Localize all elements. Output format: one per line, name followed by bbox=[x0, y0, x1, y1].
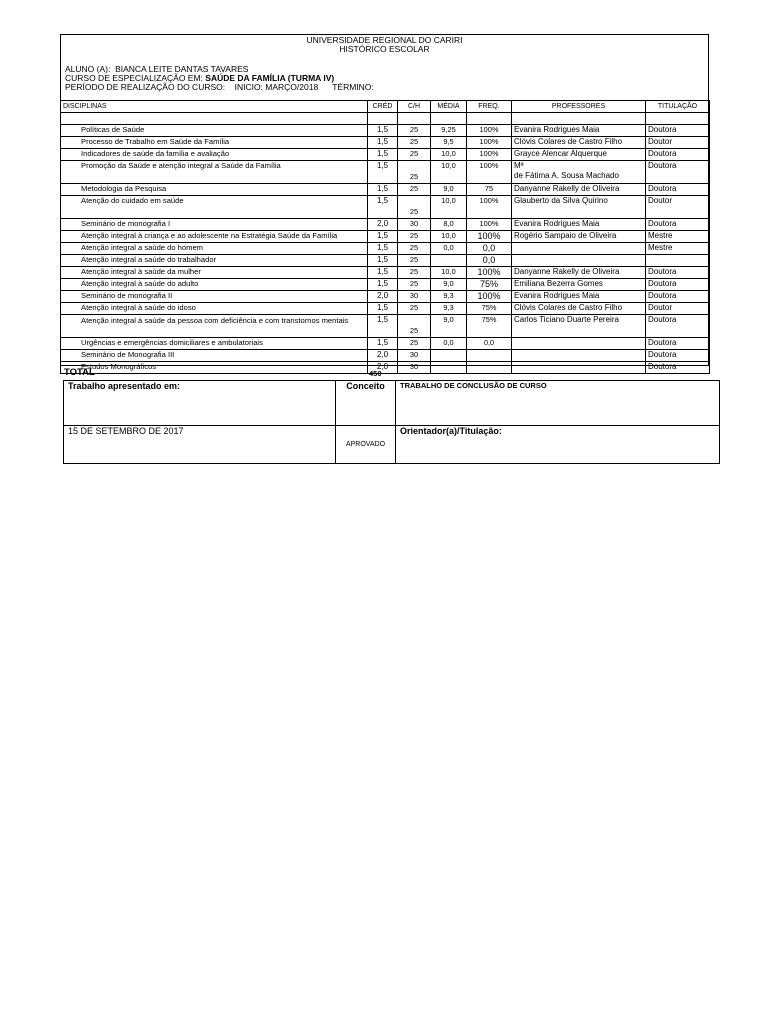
total-label: TOTAL bbox=[64, 367, 95, 378]
credits: 1,5 bbox=[368, 149, 398, 161]
discipline-name: Atenção integral à saúde da pessoa com deficiência e com transtornos mentais bbox=[61, 315, 368, 338]
title: Doutor bbox=[646, 303, 710, 315]
discipline-name: Estudos Monográficos bbox=[61, 362, 368, 374]
title: Doutora bbox=[646, 362, 710, 374]
period-start: INICIO: MARÇO/2018 bbox=[234, 82, 319, 92]
discipline-name: Atenção integral à criança e ao adolescente na Estratégia Saúde da Família bbox=[61, 231, 368, 243]
conclusion-row-top bbox=[64, 381, 720, 426]
workload: 25 bbox=[398, 184, 431, 196]
professor: Emiliana Bezerra Gomes bbox=[512, 279, 646, 291]
frequency: 75% bbox=[467, 279, 512, 291]
table-row bbox=[61, 196, 710, 219]
frequency: 100% bbox=[467, 291, 512, 303]
status-value: APROVADO bbox=[336, 426, 396, 464]
frequency: 75% bbox=[467, 303, 512, 315]
frequency: 100% bbox=[467, 137, 512, 149]
professor: Glauberto da Silva Quirino bbox=[512, 196, 646, 219]
credits: 1,5 bbox=[368, 315, 398, 338]
university-name: UNIVERSIDADE REGIONAL DO CARIRI bbox=[306, 35, 463, 45]
table-row bbox=[61, 125, 710, 137]
grade: 10,0 bbox=[431, 161, 467, 184]
table-row bbox=[61, 184, 710, 196]
frequency: 100% bbox=[467, 219, 512, 231]
title: Doutora bbox=[646, 291, 710, 303]
frequency: 100% bbox=[467, 149, 512, 161]
total-value: 450 bbox=[369, 369, 382, 378]
title: Mestre bbox=[646, 243, 710, 255]
title: Doutor bbox=[646, 196, 710, 219]
conclusion-row-bottom bbox=[64, 426, 720, 464]
title: Mestre bbox=[646, 231, 710, 243]
professor bbox=[512, 350, 646, 362]
frequency: 0,0 bbox=[467, 243, 512, 255]
discipline-name: Promoção da Saúde e atenção integral a Saúde da Família bbox=[61, 161, 368, 184]
credits: 1,5 bbox=[368, 267, 398, 279]
col-header-disciplinas: DISCIPLINAS bbox=[61, 101, 368, 113]
course-label: CURSO DE ESPECIALIZAÇÃO EM: bbox=[65, 73, 203, 83]
discipline-name: Processo de Trabalho em Saúde da Família bbox=[61, 137, 368, 149]
grade: 9,25 bbox=[431, 125, 467, 137]
table-row bbox=[61, 219, 710, 231]
frequency: 100% bbox=[467, 231, 512, 243]
professor bbox=[512, 255, 646, 267]
professor: Grayce Alencar Alquerque bbox=[512, 149, 646, 161]
credits: 2,0 bbox=[368, 350, 398, 362]
grade bbox=[431, 255, 467, 267]
credits: 1,5 bbox=[368, 231, 398, 243]
discipline-name: Metodologia da Pesquisa bbox=[61, 184, 368, 196]
title: Doutora bbox=[646, 149, 710, 161]
workload: 25 bbox=[398, 243, 431, 255]
presentation-date: 15 DE SETEMBRO DE 2017 bbox=[64, 426, 336, 464]
discipline-name: Atenção integral à saúde do idoso bbox=[61, 303, 368, 315]
professor: Clóvis Colares de Castro Filho bbox=[512, 137, 646, 149]
professor: Danyanne Rakelly de Oliveira bbox=[512, 184, 646, 196]
credits: 1,5 bbox=[368, 255, 398, 267]
frequency: 75 bbox=[467, 184, 512, 196]
conclusion-table bbox=[63, 380, 720, 464]
frequency: 100% bbox=[467, 161, 512, 184]
presented-label: Trabalho apresentado em: bbox=[64, 381, 336, 426]
professor: Evanira Rodrigues Maia bbox=[512, 219, 646, 231]
grade: 10,0 bbox=[431, 231, 467, 243]
workload: 25 bbox=[398, 338, 431, 350]
workload: 25 bbox=[398, 303, 431, 315]
workload: 25 bbox=[398, 279, 431, 291]
discipline-name: Seminário de monografia II bbox=[61, 291, 368, 303]
title: Doutora bbox=[646, 279, 710, 291]
title bbox=[646, 255, 710, 267]
frequency: 100% bbox=[467, 125, 512, 137]
frequency bbox=[467, 350, 512, 362]
frequency: 75% bbox=[467, 315, 512, 338]
col-header-media: MÉDIA bbox=[431, 101, 467, 113]
grade: 9,0 bbox=[431, 184, 467, 196]
table-row bbox=[61, 161, 710, 184]
col-header-freq: FREQ. bbox=[467, 101, 512, 113]
professor: Rogério Sampaio de Oliveira bbox=[512, 231, 646, 243]
credits: 1,5 bbox=[368, 303, 398, 315]
student-name: BIANCA LEITE DANTAS TAVARES bbox=[115, 64, 249, 74]
discipline-name: Atenção integral à saúde da mulher bbox=[61, 267, 368, 279]
title: Doutora bbox=[646, 338, 710, 350]
workload: 25 bbox=[398, 125, 431, 137]
table-row bbox=[61, 149, 710, 161]
discipline-name: Atenção integral a saúde do trabalhador bbox=[61, 255, 368, 267]
workload: 30 bbox=[398, 362, 431, 374]
credits: 1,5 bbox=[368, 243, 398, 255]
professor: Evanira Rodrigues Maia bbox=[512, 291, 646, 303]
table-row bbox=[61, 315, 710, 338]
credits: 1,5 bbox=[368, 279, 398, 291]
grade: 9,3 bbox=[431, 291, 467, 303]
title: Doutora bbox=[646, 315, 710, 338]
document-title: HISTÓRICO ESCOLAR bbox=[339, 44, 430, 54]
discipline-name: Atenção do cuidado em saúde bbox=[61, 196, 368, 219]
discipline-name: Seminário de monografia I bbox=[61, 219, 368, 231]
workload: 25 bbox=[409, 172, 419, 181]
table-row bbox=[61, 338, 710, 350]
workload: 25 bbox=[398, 267, 431, 279]
student-name-label: ALUNO (A): bbox=[65, 64, 111, 74]
title: Doutora bbox=[646, 219, 710, 231]
col-header-titulacao: TITULAÇÃO bbox=[646, 101, 710, 113]
discipline-name: Políticas de Saúde bbox=[61, 125, 368, 137]
credits: 1,5 bbox=[368, 137, 398, 149]
col-header-cred: CRÉD bbox=[368, 101, 398, 113]
table-row bbox=[61, 350, 710, 362]
table-header-row bbox=[61, 101, 710, 113]
grade bbox=[431, 362, 467, 374]
grade: 9,0 bbox=[431, 315, 467, 338]
table-row bbox=[61, 267, 710, 279]
grade: 9,5 bbox=[431, 137, 467, 149]
grade: 9,3 bbox=[431, 303, 467, 315]
professor: Danyanne Rakelly de Oliveira bbox=[512, 267, 646, 279]
title: Doutora bbox=[646, 161, 710, 184]
credits: 2,0 bbox=[368, 219, 398, 231]
professor bbox=[512, 243, 646, 255]
transcript-sheet bbox=[60, 34, 709, 371]
workload: 25 bbox=[398, 149, 431, 161]
discipline-name: Seminário de Monografia III bbox=[61, 350, 368, 362]
col-header-ch: C/H bbox=[398, 101, 431, 113]
professor: Mª bbox=[514, 161, 524, 170]
concept-label: Conceito bbox=[336, 381, 396, 426]
credits: 1,5 bbox=[368, 338, 398, 350]
table-row bbox=[61, 231, 710, 243]
course-name: SAÚDE DA FAMÍLIA (TURMA IV) bbox=[205, 73, 335, 83]
professor: Clóvis Colares de Castro Filho bbox=[512, 303, 646, 315]
grade: 8,0 bbox=[431, 219, 467, 231]
frequency bbox=[467, 362, 512, 374]
table-row bbox=[61, 243, 710, 255]
title: Doutor bbox=[646, 137, 710, 149]
professor-continued: de Fátima A. Sousa Machado bbox=[514, 171, 619, 180]
credits: 2,0 bbox=[368, 362, 398, 374]
workload: 25 bbox=[398, 137, 431, 149]
credits: 2,0 bbox=[368, 291, 398, 303]
frequency: 100% bbox=[467, 196, 512, 219]
grade: 10,0 bbox=[431, 149, 467, 161]
grade bbox=[431, 350, 467, 362]
credits: 1,5 bbox=[368, 161, 398, 184]
professor: Evanira Rodrigues Maia bbox=[512, 125, 646, 137]
title: Doutora bbox=[646, 125, 710, 137]
table-row bbox=[61, 279, 710, 291]
professor bbox=[512, 362, 646, 374]
frequency: 100% bbox=[467, 267, 512, 279]
title: Doutora bbox=[646, 350, 710, 362]
table-row bbox=[61, 137, 710, 149]
grade: 9,0 bbox=[431, 279, 467, 291]
workload: 25 bbox=[398, 231, 431, 243]
credits: 1,5 bbox=[368, 196, 398, 219]
credits: 1,5 bbox=[368, 125, 398, 137]
workload: 30 bbox=[398, 291, 431, 303]
grade: 10,0 bbox=[431, 267, 467, 279]
grade: 10,0 bbox=[431, 196, 467, 219]
discipline-name: Indicadores de saúde da família e avaliação bbox=[61, 149, 368, 161]
professor bbox=[512, 338, 646, 350]
spacer-row bbox=[61, 113, 710, 125]
workload: 25 bbox=[409, 207, 419, 216]
professor: Carlos Ticiano Duarte Pereira bbox=[512, 315, 646, 338]
advisor-label: Orientador(a)/Titulação: bbox=[396, 426, 720, 464]
discipline-name: Urgências e emergências domiciliares e ambulatoriais bbox=[61, 338, 368, 350]
frequency: 0,0 bbox=[467, 255, 512, 267]
table-row bbox=[61, 291, 710, 303]
workload: 25 bbox=[409, 326, 419, 335]
table-row bbox=[61, 255, 710, 267]
credits: 1,5 bbox=[368, 184, 398, 196]
discipline-name: Atenção integral a saúde do homem bbox=[61, 243, 368, 255]
period-line bbox=[65, 82, 374, 92]
workload: 30 bbox=[398, 219, 431, 231]
grade: 0,0 bbox=[431, 243, 467, 255]
period-label: PERÍODO DE REALIZAÇÃO DO CURSO: bbox=[65, 82, 226, 92]
table-row bbox=[61, 362, 710, 374]
workload: 30 bbox=[398, 350, 431, 362]
grades-table bbox=[60, 100, 710, 374]
title: Doutora bbox=[646, 184, 710, 196]
discipline-name: Atenção integral à saúde do adulto bbox=[61, 279, 368, 291]
workload: 25 bbox=[398, 255, 431, 267]
title: Doutora bbox=[646, 267, 710, 279]
grade: 0,0 bbox=[431, 338, 467, 350]
col-header-professores: PROFESSORES bbox=[512, 101, 646, 113]
period-end: TÉRMINO: bbox=[332, 82, 374, 92]
frequency: 0,0 bbox=[467, 338, 512, 350]
table-row bbox=[61, 303, 710, 315]
tcc-label: TRABALHO DE CONCLUSÃO DE CURSO bbox=[396, 381, 720, 426]
